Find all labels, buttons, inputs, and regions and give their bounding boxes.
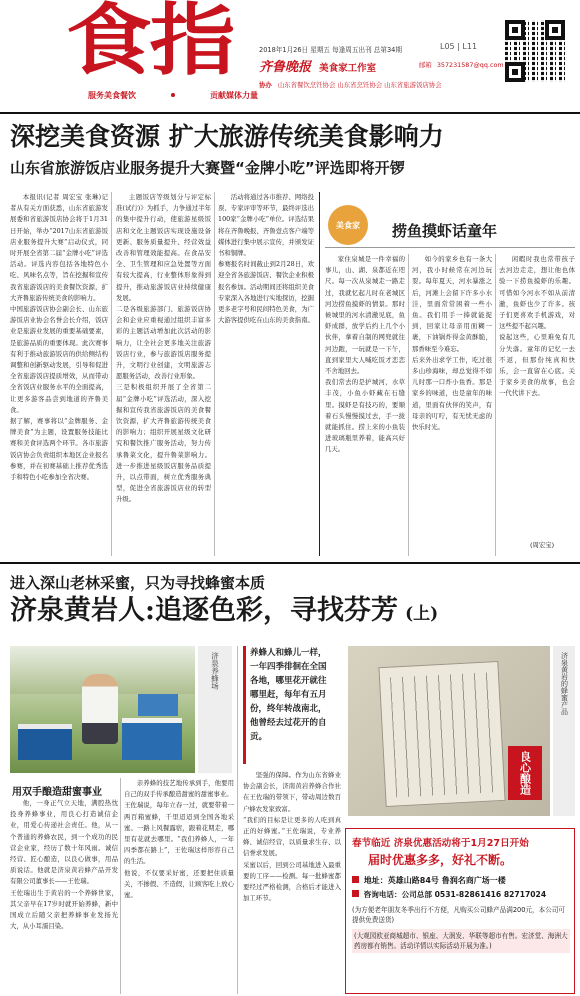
masthead-divider xyxy=(0,112,580,114)
slogan-dot xyxy=(171,93,175,97)
ad-subtitle: 届时优惠多多，好礼不断。 xyxy=(368,853,513,867)
story1-col3 xyxy=(218,192,314,556)
photo1-caption: 济泉养蜂场 xyxy=(210,652,220,690)
ad-address-line xyxy=(352,875,506,886)
col-rule xyxy=(111,192,112,556)
story2-col1-text: 他，一身正气立天地，满腔热忱投身养蜂事业，用良心打造诚信企业，用爱心传递社会责任。他，从一个普通的养蜂农民，到一个成功的民营企业家，经历了数十年风雨。诚信经营、匠心酿造，以良心做事，用品质说话。他就是济泉黄岩蜂产品开发有限公司董事长——王佐瑞。 王佐瑞出生于黄岩的一个养蜂世家，其父亲早在17岁时就开始养蜂，新中国成立后随父亲把养蜂事业发扬光大，从小耳濡目染。 xyxy=(10,799,118,931)
story2-headline-wrap xyxy=(10,594,575,628)
photo2-caption-box xyxy=(553,646,575,816)
col-rule xyxy=(120,778,121,994)
beekeeper-photo xyxy=(10,646,195,773)
slogan-left: 服务美食餐饮 xyxy=(88,90,136,100)
story2-col2-text: 亲养蜂的技艺地传承到手，他要用自己的双手传承酿造甜蜜的甜蜜事业。 王佐瑞说，每年立春一过，就要带着一两百箱蜜蜂，千里迢迢到全国各地采蜜。一路上风餐露宿，跟着花期走，哪里有花就去哪里。“我们养蜂人，一年四季都在路上”，王佐瑞这样形容自己的生活。 他说，不仅要采好蜜，还要把住质量关，不掺假、不造假，让顾客吃上放心蜜。 xyxy=(124,779,234,900)
col-rule xyxy=(495,254,496,556)
ad-phone: 公司总部 0531-82861416 82717024 xyxy=(401,890,547,899)
story1-col3-text: 活动将通过各市推荐、网络投票、专家评审等环节，最终评选出100家“金牌小吃”单位。评选结果将在齐鲁晚报、齐鲁壹点客户端等媒体进行集中展示宣传，并颁发证书和铜牌。 参赛报名时间截止到2月28日，欢迎全省各旅游饭店、餐饮企业积极报名参加。活动期间还将组织美食专家深入各地进行实地探访，挖掘更多老字号和民间特色美食，为广大游客提供吃在山东的美食指南。 xyxy=(218,193,314,325)
story1-col2 xyxy=(116,192,211,556)
story2-col1 xyxy=(10,798,118,994)
product-photo xyxy=(348,646,550,816)
email-line xyxy=(419,60,504,69)
col-rule xyxy=(214,192,215,556)
column-col2 xyxy=(412,254,492,556)
photo1-sub: 用双手酿造甜蜜事业 xyxy=(12,787,102,798)
paper-name: 齐鲁晚报 xyxy=(259,60,312,75)
col-rule xyxy=(237,646,238,994)
story2-col3 xyxy=(243,770,341,994)
column-badge-text: 美食家 xyxy=(336,220,360,230)
promo-ad[interactable] xyxy=(345,828,575,994)
email-value: 357231587@qq.com xyxy=(436,61,504,69)
section-divider xyxy=(0,562,580,564)
story2-headline: 济泉黄岩人:追逐色彩，寻找芬芳 xyxy=(10,595,398,626)
column-badge xyxy=(328,205,368,245)
story1-col1-text: 本报讯(记者 周宏宝 张琳)记者从有关方面获悉，山东省旅游发展委和省旅游饭店协会将于1月31日开始，举办“2017山东省旅游饭店业服务提升大赛”启动仪式，同时开展全省第二届“金牌小吃”评选活动。评选内容包括各地特色小吃、风味名点等，旨在挖掘和宣传我省旅游饭店的美食餐饮资源，扩大齐鲁旅游传统美食的影响力。 中国旅游饭店协会副会长、山东旅游饭店业协会名誉会长介绍，饭店业是旅游业发展的重要基础要素，是旅游品质的重要体现。此次赛事有利于推动旅游饭店的供给侧结构调整和创新驱动发展，引导和促进全省旅游饭店提质增效，从而带动全省饭店业服务水平的全面提高，让更多游客品尝到地道的齐鲁美食。 据了解，赛事将以“金牌服务、金牌美食”为主题，设置服务技能比赛和美食评选两个环节。各市旅游饭店协会负责组织本地区企业报名参赛，并在初赛基础上推荐优秀选手和特色小吃参加全省决赛。 xyxy=(10,193,108,482)
column-col3 xyxy=(499,254,575,534)
ad-branches-box xyxy=(352,929,570,953)
photo-hive-right xyxy=(122,718,182,760)
column-col2-text: 如今的家乡也有一条大河，我小时候常在河边玩耍。每年夏天，河水暴涨之后，河滩上会留下许多小水洼，里面常常困着一些小鱼。我们用手一捧就能捉到，回家让母亲用面糊一裹，下油锅炸得金黄酥脆，那香味至今难忘。 后来外出求学工作，吃过很多山珍海味，却总觉得不如儿时那一口炸小鱼香。那是家乡的味道，也是童年的味道，里面有伙伴的笑声，有母亲的叮咛，有无忧无虑的快乐时光。 xyxy=(412,255,492,432)
story2-intro-box xyxy=(243,646,329,764)
photo-label-lines xyxy=(390,672,496,797)
story1-subhead: 山东省旅游饭店业服务提升大赛暨“金牌小吃”评选即将开锣 xyxy=(10,159,405,177)
email-label: 邮箱 xyxy=(419,61,432,69)
col-rule xyxy=(408,254,409,556)
studio-name: 美食家工作室 xyxy=(319,63,377,74)
column-title-rule xyxy=(325,247,575,248)
column-author: (周宏宝) xyxy=(530,541,555,549)
partners-list: 山东省餐饮烹饪协会 山东省烹饪协会 山东省旅游饭店协会 xyxy=(277,81,442,89)
ad-notice: (为方便老年朋友冬季出行不方便，凡购买公司蜂产品满200元，本公司可提供免费送货) xyxy=(352,906,565,924)
story1-col1 xyxy=(10,192,108,556)
story2-headline-suffix: (上) xyxy=(405,604,439,624)
photo1-caption-box xyxy=(198,646,232,773)
photo-hive-left xyxy=(18,724,72,760)
stamp-seal xyxy=(508,746,542,800)
stamp-text: 良心酿造 xyxy=(518,751,532,795)
masthead-slogan-bar xyxy=(88,88,258,102)
masthead xyxy=(0,0,580,112)
story1-headline: 深挖美食资源 扩大旅游传统美食影响力 xyxy=(10,122,444,151)
ad-phone-line xyxy=(352,889,546,900)
page-code: L05 | L11 xyxy=(440,42,478,51)
column-col1 xyxy=(325,254,405,556)
story2-kicker: 进入深山老林采蜜，只为寻找蜂蜜本质 xyxy=(10,574,266,592)
qr-finder-top-left xyxy=(505,20,525,40)
story2-col2 xyxy=(124,778,234,994)
ad-title: 春节临近 济泉优惠活动将于1月27日开始 xyxy=(352,838,529,849)
photo-label-card xyxy=(378,661,505,807)
ad-address-label: 地址： xyxy=(363,876,388,885)
partners-line xyxy=(259,80,442,89)
partners-label: 协办 xyxy=(259,81,272,89)
story2-col3-text: 坚强的保障。作为山东省蜂业协会副会长，济南黄岩养蜂合作社在王佐瑞的带领下，带动周边数百户蜂农发家致富。 “我们的目标是让更多的人吃到真正的好蜂蜜。”王佐瑞说，专业养蜂、诚信经营，以质量求生存、以信誉求发展。 采蜜以后，回到公司基地进入最重要的工序——检测。每一批蜂蜜都要经过严格检测，合格后才能进入加工环节。 xyxy=(243,771,341,903)
photo-hive-back xyxy=(138,694,178,716)
story2-intro-text: 养蜂人和蜂儿一样，一年四季徘徊在全国各地，哪里花开就往哪里赶，每年有五月份，终年转战南北，他曾经去过花开的自贡。 xyxy=(250,648,327,742)
phone-icon xyxy=(352,890,359,897)
masthead-logo: 食指 xyxy=(66,0,234,86)
ad-address: 英雄山路84号 鲁润名商广场一楼 xyxy=(387,876,506,885)
qr-finder-top-right xyxy=(545,20,565,40)
slogan-right: 贡献媒体力量 xyxy=(210,90,258,100)
address-icon xyxy=(352,876,359,883)
column-title: 捞鱼摸虾话童年 xyxy=(392,222,498,240)
photo2-caption: 济泉黄岩的蜂蜜产品 xyxy=(560,652,569,715)
date-line: 2018年1月26日 星期五 每逢周五出刊 总第34期 xyxy=(259,46,402,54)
column-col3-text: 闲暇时我也常带孩子去河边走走，想让他也体验一下捞鱼摸虾的乐趣。可惜如今河水不如从前清澈，鱼虾也少了许多。孩子们更喜欢手机游戏，对这些提不起兴趣。 说起这些，心里难免有几分失落。童年的记忆一去不返，但那份纯真和快乐，会一直留在心底。关于家乡美食的故事，也会一代代讲下去。 xyxy=(499,255,575,398)
ad-phone-label: 咨询电话： xyxy=(363,890,402,899)
qr-finder-bottom-left xyxy=(505,62,525,82)
col-rule xyxy=(319,192,320,556)
column-col1-text: 家住泉城是一件幸福的事儿，山、湖、泉都近在咫尺。每一次从泉城走一路走过，我就忆起儿时在老城区河边捞鱼摸虾的情景。那时候城里的河水清澈见底，鱼虾成群，放学后约上几个小伙伴，拿着自制的网兜就往河边跑，一玩就是一下午，直到家里大人喊吃饭才恋恋不舍地回去。 我们常去的是护城河，水草丰茂，小鱼小虾藏在石缝里。摸虾是有技巧的，要顺着石头慢慢摸过去，手一拢就能抓住。捞上来的小鱼装进玻璃瓶里养着，能高兴好几天。 xyxy=(325,255,405,454)
qr-code[interactable] xyxy=(505,20,565,82)
ad-branches: (大观园欧亚商城超市、银座、大润发、华联等超市有售。宏济堂、海洲大药房都有销售。活动详情以实际活动开展为准。) xyxy=(354,932,568,950)
photo-person xyxy=(82,674,118,744)
story1-col2-text: 主题饭店等级划分与评定标准(试行)》为抓手，力争通过半年的集中提升行动，使旅游星级饭店和文化主题饭店实现设施设备更新、服务质量提升、经营效益改善和管理效能提高。在食品安全、卫生管理和应急处置等方面有较大提高，行业整体形象得到提升，推动旅游饭店业持续健康发展。 二是各级旅游部门、旅游饭店协会和企业应重视通过组织丰富多彩的主题活动增加此次活动的影响力，让全社会更多地关注旅游饭店行业，参与旅游饭店服务提升，文明行业创建，文明旅游志愿服务活动，改善行业形象。 三是积极组织开展了全省第二届“金牌小吃”评选活动，深入挖掘和宣传我省旅游饭店的美食餐饮资源，扩大齐鲁旅游传统美食的影响力；组织开展星级文化研究和餐饮推广服务活动，努力传承鲁菜文化，提升鲁菜影响力。进一步推进星级饭店服务品质提升，以点带面，树立优秀服务典型，促进全省旅游饭店业的转型升级。 xyxy=(116,193,211,504)
